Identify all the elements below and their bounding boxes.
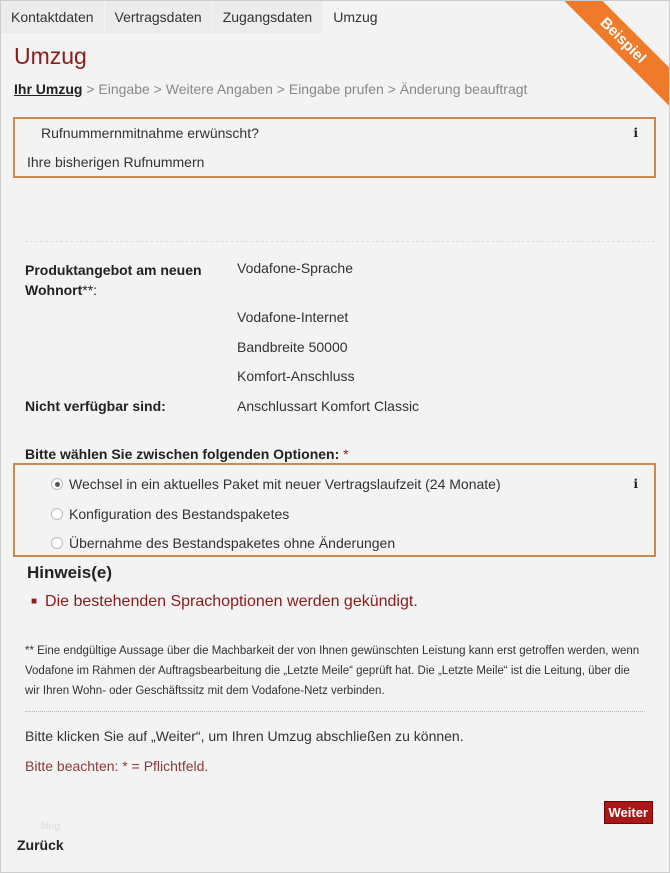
- offer-item: Bandbreite 50000: [237, 339, 348, 355]
- offer-item: Komfort-Anschluss: [237, 368, 355, 384]
- porting-checkbox-label: Rufnummernmitnahme erwünscht?: [41, 125, 259, 141]
- radio-button[interactable]: [51, 478, 63, 490]
- note-item: ■ Die bestehenden Sprachoptionen werden gekündigt.: [31, 593, 418, 610]
- page-title: Umzug: [14, 43, 87, 69]
- tab-zugangsdaten[interactable]: Zugangsdaten: [213, 1, 324, 33]
- tab-bar: [1, 1, 389, 33]
- offer-item: Vodafone-Internet: [237, 309, 349, 325]
- unavailable-label: Nicht verfügbar sind:: [25, 398, 166, 414]
- info-icon[interactable]: i: [633, 477, 638, 491]
- divider: [25, 711, 645, 712]
- options-label: Bitte wählen Sie zwischen folgenden Optionen: *: [25, 446, 349, 462]
- offer-item: Vodafone-Sprache: [237, 260, 353, 276]
- continue-instruction: Bitte klicken Sie auf „Weiter“, um Ihren Umzug abschließen zu können.: [25, 728, 464, 744]
- option-keep-package[interactable]: Übernahme des Bestandspaketes ohne Änderungen: [51, 535, 395, 551]
- tab-umzug[interactable]: Umzug: [323, 1, 388, 33]
- footnote: ** Eine endgültige Aussage über die Machbarkeit der von Ihnen gewünschten Leistung kann erst getroffen werden, wenn Vodafone im Rahmen der Auftragsbearbeitung die „Letzte Meile“ geprüft hat. Die „Letzte Meile“ ist die Leitung, über die wir Ihren Wohn- oder Geschäftssitz mit dem Vodafone-Netz verbinden.: [25, 645, 640, 697]
- previous-numbers-label: Ihre bisherigen Rufnummern: [27, 154, 205, 170]
- back-link[interactable]: Zurück: [17, 837, 64, 853]
- offer-label: Produktangebot am neuen Wohnort**:: [25, 262, 202, 298]
- unavailable-value: Anschlussart Komfort Classic: [237, 398, 420, 414]
- example-ribbon: [549, 1, 669, 121]
- watermark: blog: [41, 821, 60, 832]
- radio-button[interactable]: [51, 508, 63, 520]
- required-note: Bitte beachten: * = Pflichtfeld.: [25, 758, 209, 774]
- divider: [25, 241, 655, 242]
- info-icon[interactable]: i: [633, 126, 638, 140]
- options-box: [13, 463, 656, 557]
- breadcrumb-steps: > Eingabe > Weitere Angaben > Eingabe prufen > Änderung beauftragt: [82, 81, 528, 97]
- radio-button[interactable]: [51, 537, 63, 549]
- porting-box: [13, 117, 656, 178]
- next-button[interactable]: Weiter: [604, 801, 654, 824]
- breadcrumb: [14, 81, 527, 97]
- tab-vertragsdaten[interactable]: Vertragsdaten: [105, 1, 213, 33]
- porting-checkbox[interactable]: [27, 125, 259, 141]
- option-configure-package[interactable]: Konfiguration des Bestandspaketes: [51, 506, 289, 522]
- option-new-package[interactable]: Wechsel in ein aktuelles Paket mit neuer Vertragslaufzeit (24 Monate): [51, 476, 501, 492]
- notes-title: Hinweis(e): [27, 563, 113, 582]
- ribbon-label: Beispiel: [557, 1, 669, 107]
- breadcrumb-current[interactable]: Ihr Umzug: [14, 81, 83, 97]
- tab-kontaktdaten[interactable]: Kontaktdaten: [1, 1, 105, 33]
